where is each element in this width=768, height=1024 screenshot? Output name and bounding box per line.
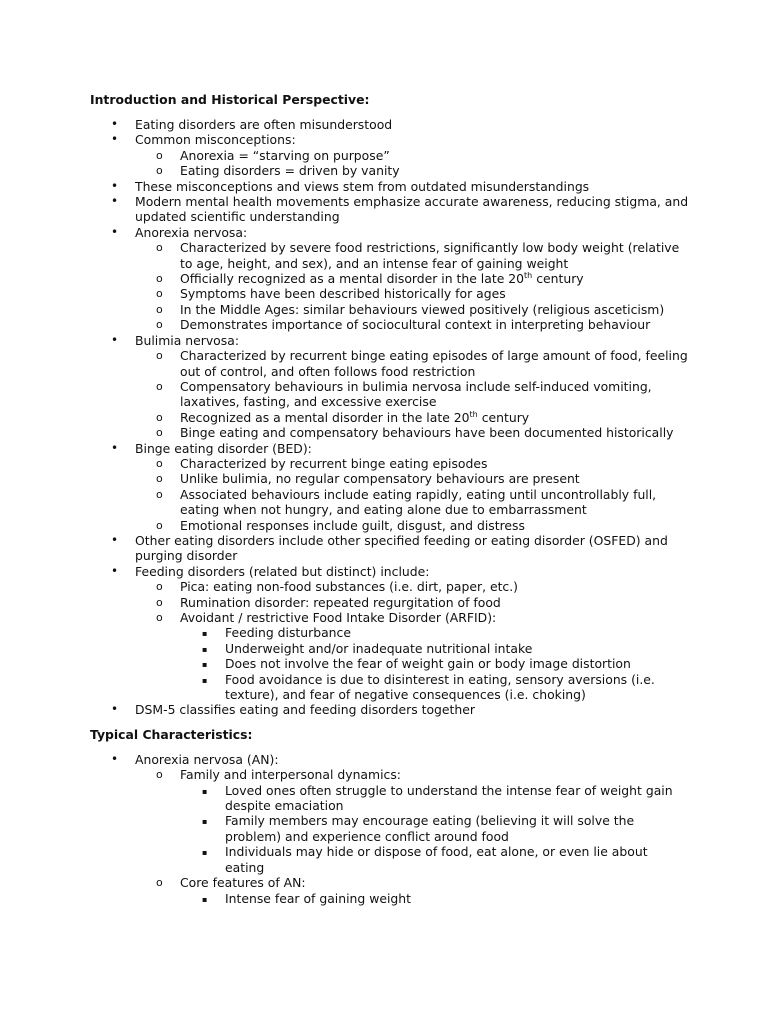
list-item-text: Underweight and/or inadequate nutritional intake <box>225 640 533 656</box>
bullet-marker: o <box>156 164 163 178</box>
bullet-marker: ▪ <box>202 644 208 654</box>
superscript: th <box>524 271 533 281</box>
list-item <box>135 487 690 518</box>
list-item <box>135 240 690 271</box>
section-heading: Introduction and Historical Perspective: <box>90 92 370 107</box>
list-item <box>135 302 690 317</box>
list-item <box>90 225 690 333</box>
bullet-marker: o <box>156 876 163 890</box>
bullet-list-level-2 <box>135 456 690 533</box>
list-item-text: Characterized by recurrent binge eating episodes of large amount of food, feeling out of control, and often follows food restriction <box>180 348 688 379</box>
bullet-list-level-3 <box>180 891 690 906</box>
list-item <box>135 579 690 594</box>
section-heading: Typical Characteristics: <box>90 726 253 742</box>
list-item <box>180 641 690 656</box>
list-item-text: Anorexia = “starving on purpose” <box>180 147 390 163</box>
list-item-text: Family members may encourage eating (believing it will solve the problem) and experience conflict around food <box>225 813 635 844</box>
list-item-text: Eating disorders are often misunderstood <box>135 117 393 132</box>
list-item <box>135 875 690 906</box>
list-item-text: Anorexia nervosa (AN): <box>135 751 279 767</box>
list-item <box>180 656 690 671</box>
list-item-text: Unlike bulimia, no regular compensatory behaviours are present <box>180 471 580 487</box>
list-item <box>135 425 690 440</box>
list-item-text: Feeding disturbance <box>225 625 351 641</box>
list-item <box>135 286 690 301</box>
list-item <box>90 533 690 564</box>
list-item <box>135 271 690 286</box>
list-item-text: Other eating disorders include other specified feeding or eating disorder (OSFED) and purging disorder <box>135 532 668 564</box>
bullet-list-level-3 <box>180 625 690 702</box>
list-item-text: Common misconceptions: <box>135 132 296 148</box>
bullet-marker: o <box>156 580 163 594</box>
list-item <box>90 179 690 194</box>
list-item-text: Family and interpersonal dynamics: <box>180 767 401 783</box>
bullet-marker: • <box>111 751 119 766</box>
list-item-text: Avoidant / restrictive Food Intake Disorder (ARFID): <box>180 610 497 625</box>
list-item <box>90 194 690 225</box>
list-item-text: Emotional responses include guilt, disgust, and distress <box>180 517 525 533</box>
heading-spacer <box>90 108 690 117</box>
bullet-marker: o <box>156 472 163 486</box>
list-item <box>135 767 690 875</box>
list-item-text: Symptoms have been described historically for ages <box>180 286 506 302</box>
list-item-text-suffix: century <box>477 409 530 425</box>
list-item <box>135 595 690 610</box>
bullet-marker: ▪ <box>202 786 208 796</box>
bullet-marker: o <box>156 272 163 286</box>
list-item-text: Core features of AN: <box>180 875 306 891</box>
list-item-text: Rumination disorder: repeated regurgitation of food <box>180 594 501 610</box>
list-item-text: Demonstrates importance of sociocultural context in interpreting behaviour <box>180 317 651 333</box>
bullet-marker: o <box>156 426 163 440</box>
list-item-text: Characterized by severe food restrictions, significantly low body weight (relative to age, height, and sex), and an intense fear of gaining weight <box>180 240 680 271</box>
bullet-marker: o <box>156 349 163 363</box>
list-item <box>90 564 690 703</box>
bullet-list-level-2 <box>135 348 690 440</box>
bullet-marker: o <box>156 487 163 501</box>
list-item <box>90 702 690 717</box>
bullet-marker: o <box>156 456 163 470</box>
list-item-text: Recognized as a mental disorder in the late 20 <box>180 409 470 425</box>
list-item-text: These misconceptions and views stem from outdated misunderstandings <box>135 178 590 194</box>
list-item-text: Binge eating disorder (BED): <box>135 440 312 456</box>
list-item-text: Individuals may hide or dispose of food, eat alone, or even lie about eating <box>225 844 648 875</box>
list-item <box>135 471 690 486</box>
list-item-text: In the Middle Ages: similar behaviours viewed positively (religious asceticism) <box>180 301 665 317</box>
bullet-marker: o <box>156 302 163 316</box>
bullet-marker: o <box>156 287 163 301</box>
bullet-list-level-2 <box>135 579 690 702</box>
document-page <box>90 92 690 906</box>
bullet-marker: • <box>111 332 119 347</box>
heading-spacer <box>90 743 690 752</box>
bullet-marker: o <box>156 148 163 162</box>
bullet-list-level-3 <box>180 783 690 875</box>
list-item <box>180 672 690 703</box>
list-item-text: Modern mental health movements emphasize accurate awareness, reducing stigma, and updated scientific understanding <box>135 194 689 225</box>
bullet-marker: • <box>111 117 119 131</box>
bullet-marker: o <box>156 518 163 532</box>
list-item <box>135 410 690 425</box>
list-item <box>90 752 690 906</box>
list-item <box>135 456 690 471</box>
list-item <box>90 333 690 441</box>
list-item <box>90 441 690 533</box>
bullet-marker: o <box>156 611 163 624</box>
bullet-marker: • <box>111 178 119 193</box>
list-item <box>180 891 690 906</box>
bullet-marker: o <box>156 410 163 424</box>
bullet-marker: o <box>156 318 163 332</box>
list-item <box>180 783 690 814</box>
bullet-marker: • <box>111 224 119 239</box>
list-item-text: Intense fear of gaining weight <box>225 890 411 906</box>
list-item-text: Pica: eating non-food substances (i.e. dirt, paper, etc.) <box>180 579 519 595</box>
bullet-marker: • <box>111 702 119 717</box>
bullet-marker: o <box>156 768 163 782</box>
list-item <box>135 379 690 410</box>
bullet-marker: • <box>111 132 119 147</box>
bullet-marker: ▪ <box>202 675 208 685</box>
bullet-marker: o <box>156 595 163 609</box>
list-item <box>180 844 690 875</box>
list-item-text: Compensatory behaviours in bulimia nervosa include self-induced vomiting, laxatives, fasting, and excessive exercise <box>180 378 652 410</box>
bullet-marker: ▪ <box>202 894 208 904</box>
bullet-marker: ▪ <box>202 817 208 827</box>
bullet-list-level-2 <box>135 767 690 906</box>
superscript: th <box>469 409 478 419</box>
list-item <box>135 163 690 178</box>
list-item <box>135 518 690 533</box>
list-item-text: Does not involve the fear of weight gain or body image distortion <box>225 656 631 672</box>
list-item <box>180 813 690 844</box>
list-item <box>135 148 690 163</box>
bullet-marker: ▪ <box>202 848 208 858</box>
bullet-marker: o <box>156 379 163 393</box>
bullet-marker: o <box>156 241 163 255</box>
list-item-text: Eating disorders = driven by vanity <box>180 163 400 179</box>
list-item-text: Feeding disorders (related but distinct) include: <box>135 563 430 579</box>
list-item-text: DSM-5 classifies eating and feeding disorders together <box>135 702 475 718</box>
list-item <box>135 317 690 332</box>
list-item <box>90 132 690 178</box>
bullet-marker: • <box>111 532 119 547</box>
list-item-text: Anorexia nervosa: <box>135 224 248 240</box>
bullet-marker: • <box>111 194 119 209</box>
bullet-marker: • <box>111 563 119 578</box>
list-item <box>135 348 690 379</box>
list-item-text: Binge eating and compensatory behaviours have been documented historically <box>180 425 674 441</box>
list-item-text: Characterized by recurrent binge eating episodes <box>180 455 488 471</box>
list-item-text-suffix: century <box>532 271 584 287</box>
bullet-marker: ▪ <box>202 660 208 670</box>
list-item-text: Bulimia nervosa: <box>135 332 239 348</box>
bullet-list-level-1 <box>90 752 690 906</box>
bullet-marker: • <box>111 440 119 455</box>
list-item <box>180 625 690 640</box>
bullet-marker: ▪ <box>202 629 208 639</box>
bullet-list-level-2 <box>135 148 690 179</box>
list-item <box>90 117 690 132</box>
list-item <box>135 610 690 702</box>
bullet-list-level-1 <box>90 117 690 718</box>
list-item-text: Associated behaviours include eating rapidly, eating until uncontrollably full, eating when not hungry, and eating alone due to embarrassment <box>180 486 657 518</box>
section-spacer <box>90 718 690 727</box>
list-item-text: Officially recognized as a mental disorder in the late 20 <box>180 271 525 287</box>
bullet-list-level-2 <box>135 240 690 332</box>
list-item-text: Loved ones often struggle to understand the intense fear of weight gain despite emaciation <box>225 782 673 814</box>
list-item-text: Food avoidance is due to disinterest in eating, sensory aversions (i.e. texture), and fear of negative consequences (i.e. choking) <box>225 671 655 703</box>
